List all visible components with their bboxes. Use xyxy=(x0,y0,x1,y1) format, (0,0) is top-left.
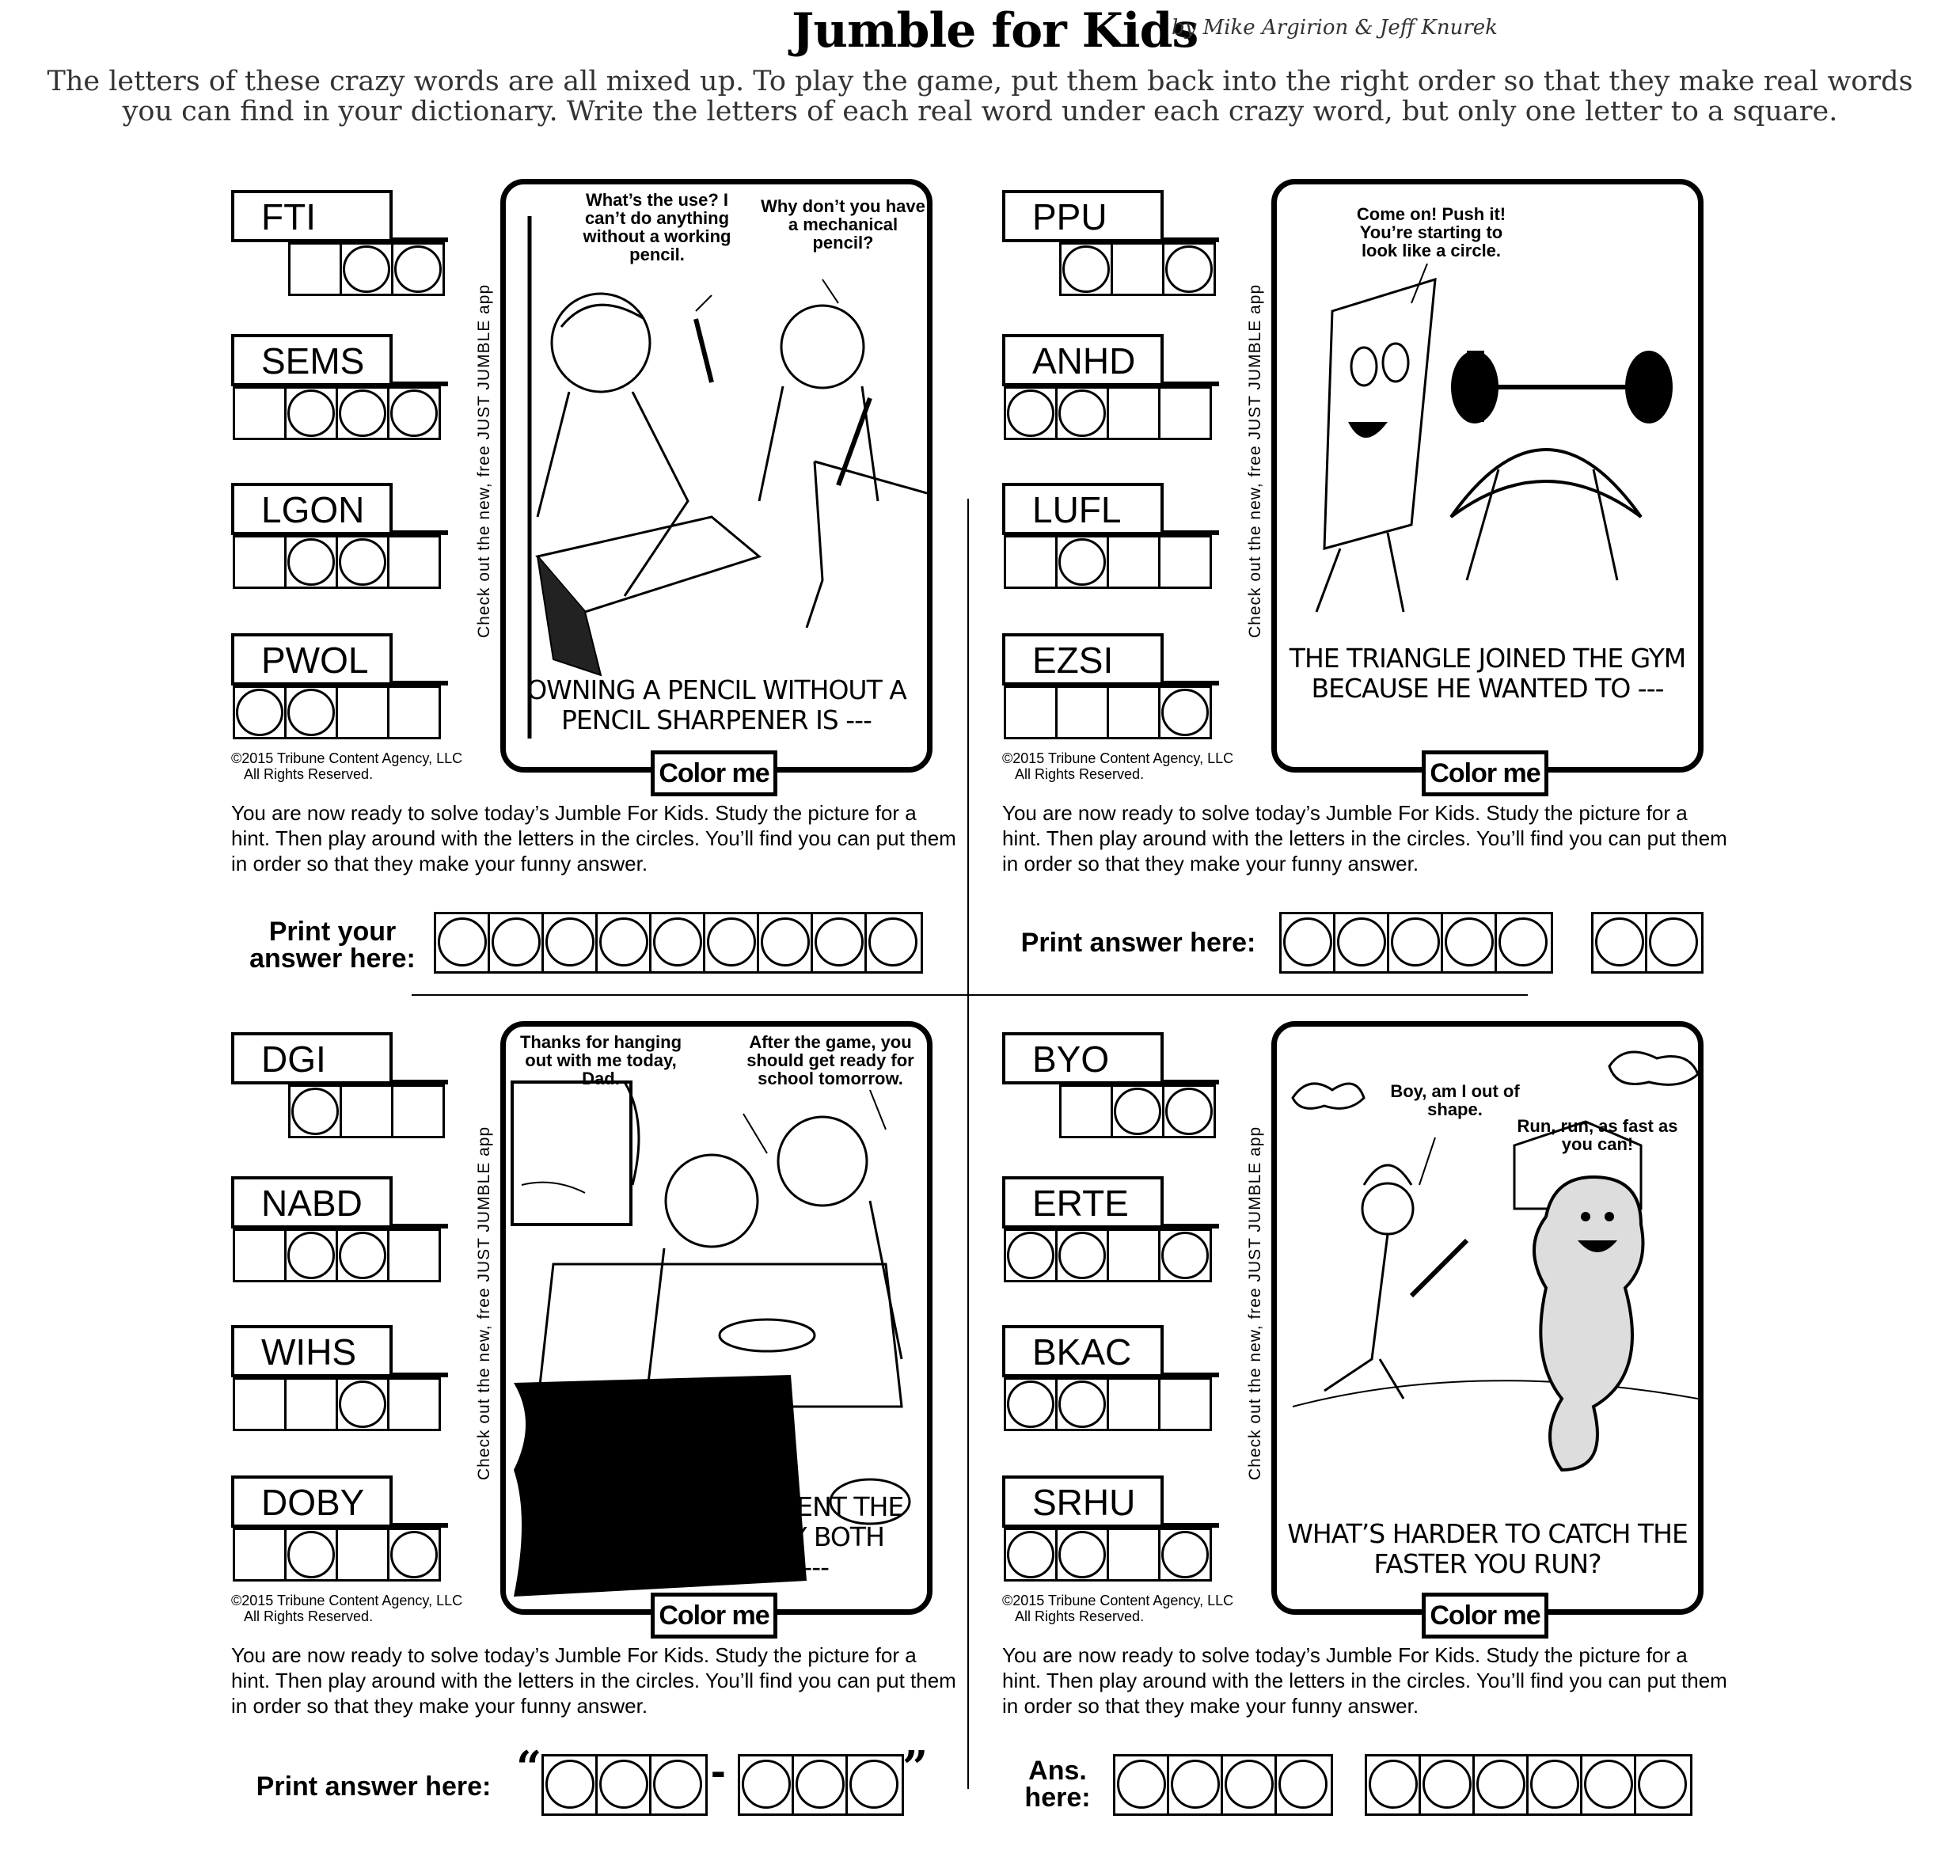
color-me-badge: Color me xyxy=(1422,750,1548,796)
letter-square[interactable] xyxy=(1059,1084,1113,1138)
answer-circle[interactable] xyxy=(598,914,651,971)
cartoon-panel xyxy=(500,1021,933,1615)
copyright-line: ©2015 Tribune Content Agency, LLC xyxy=(231,1593,463,1608)
scramble-label: PPU xyxy=(1002,190,1164,242)
copyright-line: All Rights Reserved. xyxy=(1015,1608,1145,1624)
answer-circle[interactable] xyxy=(436,914,490,971)
answer-squares[interactable] xyxy=(1004,386,1210,440)
letter-circle[interactable] xyxy=(1055,1528,1109,1582)
answer-circle[interactable] xyxy=(1443,914,1497,971)
answer-circle[interactable] xyxy=(1277,1756,1331,1813)
letter-square[interactable] xyxy=(284,1377,338,1431)
cartoon-panel xyxy=(1271,1021,1704,1615)
answer-circle[interactable] xyxy=(544,1756,598,1813)
final-answer-circles-word-1[interactable] xyxy=(541,1754,708,1816)
letter-square[interactable] xyxy=(1004,685,1058,739)
letter-square[interactable] xyxy=(233,386,287,440)
scramble-label: SRHU xyxy=(1002,1475,1164,1528)
copyright xyxy=(1002,750,1233,782)
letter-square[interactable] xyxy=(1055,685,1109,739)
answer-squares[interactable] xyxy=(1004,1229,1210,1282)
promo-vertical-text: Check out the new, free JUST JUMBLE app xyxy=(1246,283,1264,638)
letter-circle[interactable] xyxy=(284,386,338,440)
copyright-line: All Rights Reserved. xyxy=(244,1608,374,1624)
answer-circle[interactable] xyxy=(1582,1756,1636,1813)
answer-circle[interactable] xyxy=(544,914,598,971)
final-answer-circles-word-1[interactable] xyxy=(1279,912,1553,974)
letter-circle[interactable] xyxy=(288,1084,342,1138)
letter-circle[interactable] xyxy=(1055,535,1109,589)
letter-square[interactable] xyxy=(336,1528,389,1582)
answer-circle[interactable] xyxy=(848,1756,902,1813)
answer-circle[interactable] xyxy=(1389,914,1443,971)
letter-circle[interactable] xyxy=(1055,1229,1109,1282)
answer-circle[interactable] xyxy=(1475,1756,1529,1813)
answer-label-line: answer here: xyxy=(249,944,416,974)
letter-circle[interactable] xyxy=(1004,386,1058,440)
letter-square[interactable] xyxy=(1158,386,1212,440)
letter-circle[interactable] xyxy=(1111,1084,1164,1138)
answer-circle[interactable] xyxy=(651,914,705,971)
letter-circle[interactable] xyxy=(284,1528,338,1582)
copyright xyxy=(231,750,462,782)
color-me-badge: Color me xyxy=(651,750,777,796)
riddle-caption: THE TRIANGLE JOINED THE GYM BECAUSE HE WANTED TO --- xyxy=(1289,643,1686,704)
letter-square[interactable] xyxy=(1107,1377,1160,1431)
answer-circle[interactable] xyxy=(1169,1756,1223,1813)
letter-circle[interactable] xyxy=(336,386,389,440)
intro-text: The letters of these crazy words are all mixed up. To play the game, put them back into the right order so that they make real words you can find in your dictionary. Write the letters of each real word under each crazy word, but only one letter to a square. xyxy=(47,66,1913,127)
answer-circle[interactable] xyxy=(1636,1756,1690,1813)
answer-circle[interactable] xyxy=(1335,914,1389,971)
answer-circle[interactable] xyxy=(1282,914,1335,971)
letter-circle[interactable] xyxy=(233,685,287,739)
riddle-caption: OWNING A PENCIL WITHOUT A PENCIL SHARPENER IS --- xyxy=(526,674,906,735)
open-quote: “ xyxy=(516,1741,542,1794)
letter-square[interactable] xyxy=(233,1229,287,1282)
letter-square[interactable] xyxy=(233,1377,287,1431)
letter-circle[interactable] xyxy=(1158,1528,1212,1582)
answer-circle[interactable] xyxy=(598,1756,651,1813)
answer-circle[interactable] xyxy=(1647,914,1701,971)
answer-circle[interactable] xyxy=(813,914,867,971)
answer-circle[interactable] xyxy=(1497,914,1551,971)
copyright-line: All Rights Reserved. xyxy=(244,766,374,782)
answer-circle[interactable] xyxy=(1115,1756,1169,1813)
letter-circle[interactable] xyxy=(1059,242,1113,296)
color-me-badge: Color me xyxy=(1422,1593,1548,1639)
speech-bubble-baker: Boy, am I out of shape. xyxy=(1390,1081,1520,1119)
final-answer-circles-word-1[interactable] xyxy=(1113,1754,1333,1816)
puzzle-4 xyxy=(1002,1021,1794,1876)
letter-circle[interactable] xyxy=(1004,1377,1058,1431)
speech-bubble-gingerbread: Run, run, as fast as you can! xyxy=(1517,1116,1678,1154)
scramble-label: SEMS xyxy=(231,334,393,386)
riddle-caption: WHEN HIS FATHER SPENT THE DAY WITH HIM, THEY BOTH ENJOYED THEIR --- xyxy=(529,1491,904,1582)
letter-square[interactable] xyxy=(391,1084,445,1138)
puzzle-3 xyxy=(231,1021,1023,1876)
answer-squares[interactable] xyxy=(1004,535,1210,589)
letter-circle[interactable] xyxy=(340,242,393,296)
answer-squares[interactable] xyxy=(1059,242,1214,296)
answer-squares[interactable] xyxy=(1004,1377,1210,1431)
letter-square[interactable] xyxy=(387,535,441,589)
scramble-label: LUFL xyxy=(1002,483,1164,535)
letter-square[interactable] xyxy=(387,1377,441,1431)
letter-square[interactable] xyxy=(233,1528,287,1582)
answer-label xyxy=(1002,1757,1113,1811)
answer-circle[interactable] xyxy=(1223,1756,1277,1813)
letter-circle[interactable] xyxy=(1055,386,1109,440)
letter-square[interactable] xyxy=(1004,535,1058,589)
speech-bubble-son: Thanks for hanging out with me today, Dad. xyxy=(519,1032,682,1088)
riddle-caption: WHAT’S HARDER TO CATCH THE FASTER YOU RUN? xyxy=(1287,1518,1688,1579)
answer-label-line: Ans. xyxy=(1028,1756,1087,1786)
letter-square[interactable] xyxy=(288,242,342,296)
answer-squares[interactable] xyxy=(233,685,439,739)
scramble-label: FTI xyxy=(231,190,393,242)
scramble-label: EZSI xyxy=(1002,633,1164,685)
speech-bubble-dad: After the game, you should get ready for school tomorrow. xyxy=(746,1032,914,1088)
letter-square[interactable] xyxy=(1107,386,1160,440)
scramble-label: WIHS xyxy=(231,1325,393,1377)
final-answer-circles-word-2[interactable] xyxy=(1591,912,1704,974)
copyright-line: ©2015 Tribune Content Agency, LLC xyxy=(231,750,463,766)
byline: by Mike Argirion & Jeff Knurek xyxy=(1172,16,1498,40)
solve-instructions: You are now ready to solve today’s Jumble For Kids. Study the picture for a hint. Then play around with the letters in the circles. You’ll find you can put them in order so that they make your funny answer. xyxy=(1002,801,1727,875)
letter-circle[interactable] xyxy=(391,242,445,296)
answer-label: Print answer here: xyxy=(1020,928,1256,958)
answer-label: Print answer here: xyxy=(256,1772,492,1802)
hyphen: - xyxy=(711,1745,726,1795)
final-answer-circles[interactable] xyxy=(434,912,923,974)
speech-bubble: Come on! Push it! You’re starting to look like a circle. xyxy=(1356,204,1506,260)
answer-squares[interactable] xyxy=(233,386,439,440)
answer-squares[interactable] xyxy=(288,242,443,296)
answer-circle[interactable] xyxy=(794,1756,848,1813)
answer-squares[interactable] xyxy=(288,1084,443,1138)
answer-squares[interactable] xyxy=(233,1229,439,1282)
puzzle-2 xyxy=(1002,179,1794,1034)
scramble-label: ERTE xyxy=(1002,1176,1164,1229)
letter-circle[interactable] xyxy=(1162,1084,1216,1138)
answer-circle[interactable] xyxy=(759,914,813,971)
scramble-label: LGON xyxy=(231,483,393,535)
answer-circle[interactable] xyxy=(867,914,921,971)
copyright xyxy=(231,1593,462,1624)
copyright xyxy=(1002,1593,1233,1624)
letter-square[interactable] xyxy=(1158,1377,1212,1431)
answer-circle[interactable] xyxy=(1367,1756,1421,1813)
letter-square[interactable] xyxy=(1158,535,1212,589)
answer-squares[interactable] xyxy=(233,535,439,589)
copyright-line: ©2015 Tribune Content Agency, LLC xyxy=(1002,1593,1234,1608)
letter-circle[interactable] xyxy=(284,1229,338,1282)
answer-circle[interactable] xyxy=(1529,1756,1582,1813)
answer-squares[interactable] xyxy=(233,1377,439,1431)
letter-square[interactable] xyxy=(340,1084,393,1138)
solve-instructions: You are now ready to solve today’s Jumble For Kids. Study the picture for a hint. Then play around with the letters in the circles. You’ll find you can put them in order so that they make your funny answer. xyxy=(231,801,956,875)
scramble-label: BKAC xyxy=(1002,1325,1164,1377)
page-title: Jumble for Kids xyxy=(792,3,1198,59)
promo-vertical-text: Check out the new, free JUST JUMBLE app xyxy=(475,1126,493,1480)
answer-label-line: here: xyxy=(1024,1783,1091,1813)
puzzle-1 xyxy=(231,179,1023,1034)
letter-circle[interactable] xyxy=(284,535,338,589)
answer-circle[interactable] xyxy=(1593,914,1647,971)
final-answer-circles-word-2[interactable] xyxy=(738,1754,904,1816)
copyright-line: ©2015 Tribune Content Agency, LLC xyxy=(1002,750,1234,766)
letter-circle[interactable] xyxy=(336,1229,389,1282)
speech-bubble-boy: What’s the use? I can’t do anything without a working pencil. xyxy=(583,190,731,264)
cartoon-panel xyxy=(500,179,933,773)
scramble-label: ANHD xyxy=(1002,334,1164,386)
answer-squares[interactable] xyxy=(233,1528,439,1582)
answer-circle[interactable] xyxy=(651,1756,705,1813)
letter-circle[interactable] xyxy=(336,535,389,589)
letter-square[interactable] xyxy=(1107,685,1160,739)
answer-squares[interactable] xyxy=(1004,1528,1210,1582)
solve-instructions: You are now ready to solve today’s Jumble For Kids. Study the picture for a hint. Then play around with the letters in the circles. You’ll find you can put them in order so that they make your funny answer. xyxy=(1002,1643,1727,1718)
scramble-label: NABD xyxy=(231,1176,393,1229)
answer-circle[interactable] xyxy=(740,1756,794,1813)
scramble-label: DOBY xyxy=(231,1475,393,1528)
answer-squares[interactable] xyxy=(1004,685,1210,739)
answer-circle[interactable] xyxy=(490,914,544,971)
answer-squares[interactable] xyxy=(1059,1084,1214,1138)
color-me-badge: Color me xyxy=(651,1593,777,1639)
scramble-label: DGI xyxy=(231,1032,393,1084)
letter-circle[interactable] xyxy=(1055,1377,1109,1431)
solve-instructions: You are now ready to solve today’s Jumble For Kids. Study the picture for a hint. Then play around with the letters in the circles. You’ll find you can put them in order so that they make your funny answer. xyxy=(231,1643,956,1718)
letter-circle[interactable] xyxy=(387,386,441,440)
scramble-label: BYO xyxy=(1002,1032,1164,1084)
copyright-line: All Rights Reserved. xyxy=(1015,766,1145,782)
promo-vertical-text: Check out the new, free JUST JUMBLE app xyxy=(475,283,493,638)
answer-circle[interactable] xyxy=(1421,1756,1475,1813)
letter-square[interactable] xyxy=(1107,1229,1160,1282)
promo-vertical-text: Check out the new, free JUST JUMBLE app xyxy=(1246,1126,1264,1480)
answer-circle[interactable] xyxy=(705,914,759,971)
answer-label-line: Print your xyxy=(268,917,397,947)
scramble-label: PWOL xyxy=(231,633,393,685)
letter-circle[interactable] xyxy=(1158,685,1212,739)
speech-bubble-girl: Why don’t you have a mechanical pencil? xyxy=(761,196,925,253)
letter-circle[interactable] xyxy=(1004,1528,1058,1582)
letter-circle[interactable] xyxy=(387,1528,441,1582)
letter-square[interactable] xyxy=(1107,535,1160,589)
letter-square[interactable] xyxy=(336,685,389,739)
letter-square[interactable] xyxy=(1107,1528,1160,1582)
letter-square[interactable] xyxy=(387,685,441,739)
letter-circle[interactable] xyxy=(1158,1229,1212,1282)
letter-square[interactable] xyxy=(1111,242,1164,296)
letter-circle[interactable] xyxy=(284,685,338,739)
final-answer-circles-word-2[interactable] xyxy=(1365,1754,1692,1816)
cartoon-panel xyxy=(1271,179,1704,773)
letter-circle[interactable] xyxy=(1004,1229,1058,1282)
letter-circle[interactable] xyxy=(336,1377,389,1431)
close-quote: ” xyxy=(902,1741,929,1794)
answer-label xyxy=(245,918,420,972)
letter-square[interactable] xyxy=(387,1229,441,1282)
letter-circle[interactable] xyxy=(1162,242,1216,296)
letter-square[interactable] xyxy=(233,535,287,589)
